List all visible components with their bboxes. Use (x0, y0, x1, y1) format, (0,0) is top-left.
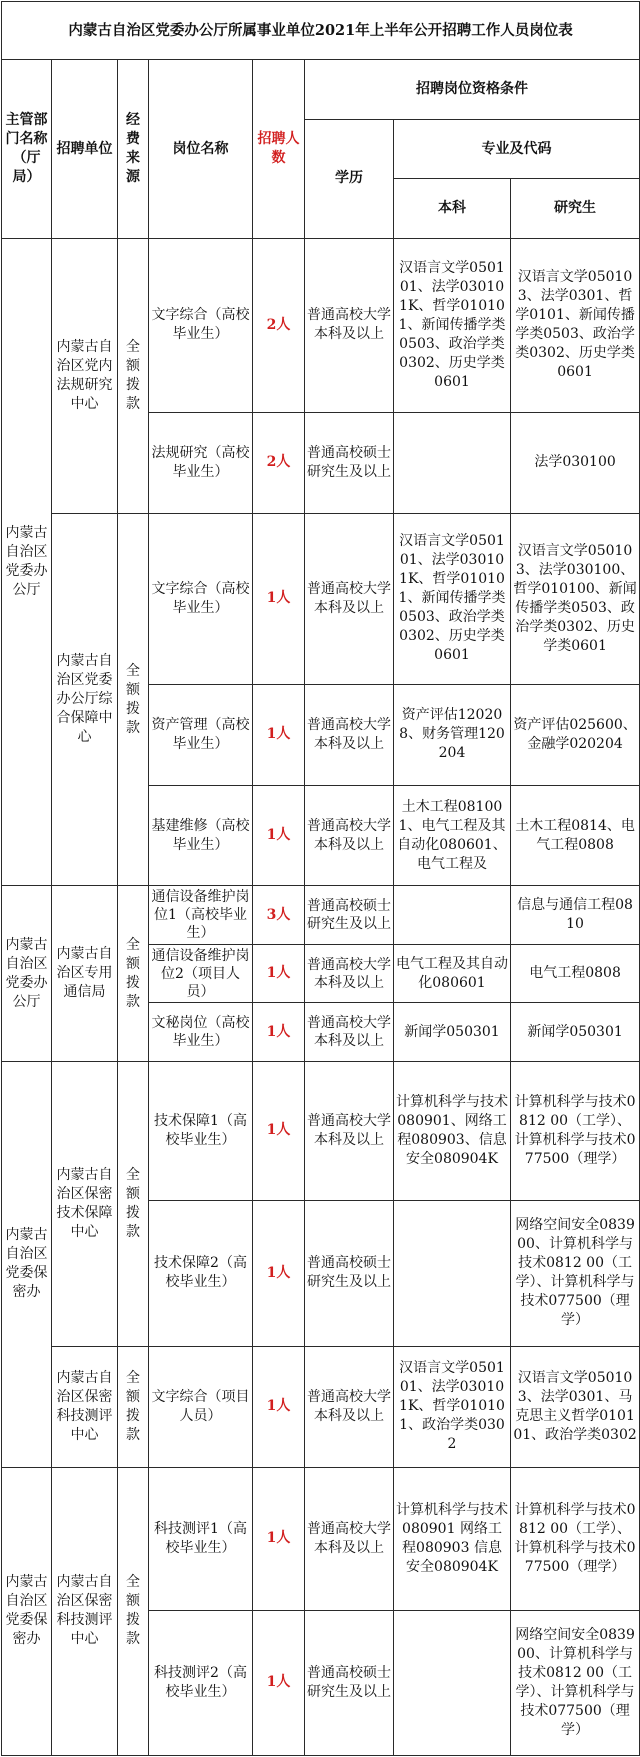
count-cell: 1人 (253, 785, 305, 886)
position-cell: 文字综合（高校毕业生） (149, 238, 253, 412)
fund-cell: 全额拨款 (118, 1346, 149, 1467)
count-cell: 1人 (253, 1061, 305, 1200)
position-cell: 资产管理（高校毕业生） (149, 685, 253, 786)
header-position: 岗位名称 (149, 60, 253, 238)
graduate-cell: 网络空间安全083900、计算机科学与技术0812 00（工学）、计算机科学与技术077500（理学） (511, 1610, 640, 1755)
header-bachelor: 本科 (394, 179, 511, 238)
graduate-cell: 汉语言文学050103、法学0301、哲学0101、新闻传播学类0503、政治学类0302、历史学类0601 (511, 238, 640, 412)
bachelor-cell: 汉语言文学050101、法学030101K、哲学010101、政治学类0302 (394, 1346, 511, 1467)
graduate-cell: 网络空间安全083900、计算机科学与技术0812 00（工学）、计算机科学与技术077500（理学） (511, 1200, 640, 1346)
unit-cell: 内蒙古自治区党委办公厅综合保障中心 (52, 513, 118, 886)
count-cell: 1人 (253, 1003, 305, 1061)
education-cell: 普通高校硕士研究生及以上 (305, 1610, 394, 1755)
job-position-table (1, 1, 640, 1756)
count-cell: 1人 (253, 513, 305, 684)
position-cell: 基建维修（高校毕业生） (149, 785, 253, 886)
dept-cell: 内蒙古自治区党委保密办 (2, 1061, 52, 1467)
count-cell: 1人 (253, 944, 305, 1002)
table-title: 内蒙古自治区党委办公厅所属事业单位2021年上半年公开招聘工作人员岗位表 (2, 2, 640, 60)
graduate-cell: 信息与通信工程0810 (511, 886, 640, 944)
bachelor-cell (394, 1610, 511, 1755)
table-row (2, 1467, 640, 1610)
table-row (2, 238, 640, 412)
header-dept: 主管部门名称（厅局） (2, 60, 52, 238)
bachelor-cell (394, 886, 511, 944)
position-cell: 科技测评1（高校毕业生） (149, 1467, 253, 1610)
education-cell: 普通高校大学本科及以上 (305, 513, 394, 684)
count-cell: 1人 (253, 1346, 305, 1467)
education-cell: 普通高校硕士 研究生及以上 (305, 1200, 394, 1346)
dept-cell: 内蒙古自治区党委办公厅 (2, 238, 52, 886)
dept-cell: 内蒙古自治区党委办公厅 (2, 886, 52, 1061)
position-cell: 文字综合（项目人员） (149, 1346, 253, 1467)
count-cell: 1人 (253, 1467, 305, 1610)
graduate-cell: 法学030100 (511, 413, 640, 514)
bachelor-cell (394, 413, 511, 514)
graduate-cell: 资产评估025600、金融学020204 (511, 685, 640, 786)
table-row (2, 886, 640, 944)
header-count: 招聘人数 (253, 60, 305, 238)
table-row (2, 513, 640, 684)
position-cell: 通信设备维护岗位1（高校毕业生） (149, 886, 253, 944)
position-cell: 法规研究（高校毕业生） (149, 413, 253, 514)
position-cell: 文秘岗位（高校毕业生） (149, 1003, 253, 1061)
bachelor-cell: 土木工程081001、电气工程及其自动化080601、电气工程及 (394, 785, 511, 886)
bachelor-cell: 汉语言文学050101、法学030101K、哲学010101、新闻传播学类0503、政治学类0302、历史学类0601 (394, 513, 511, 684)
header-qualification: 招聘岗位资格条件 (305, 60, 640, 119)
position-cell: 技术保障1（高校毕业生） (149, 1061, 253, 1200)
education-cell: 普通高校大学本科及以上 (305, 944, 394, 1002)
header-unit: 招聘单位 (52, 60, 118, 238)
bachelor-cell: 资产评估120208、财务管理120204 (394, 685, 511, 786)
unit-cell: 内蒙古自治区保密技术保障中心 (52, 1061, 118, 1346)
fund-cell: 全额拨款 (118, 1467, 149, 1755)
fund-cell: 全额拨款 (118, 1061, 149, 1346)
education-cell: 普通高校硕士研究生及以上 (305, 886, 394, 944)
graduate-cell: 土木工程0814、电气工程0808 (511, 785, 640, 886)
education-cell: 普通高校大学本科及以上 (305, 238, 394, 412)
education-cell: 普通高校大学本科及以上 (305, 1061, 394, 1200)
education-cell: 普通高校硕士研究生及以上 (305, 413, 394, 514)
count-cell: 1人 (253, 685, 305, 786)
unit-cell: 内蒙古自治区保密科技测评中心 (52, 1346, 118, 1467)
table-row (2, 1061, 640, 1200)
bachelor-cell: 电气工程及其自动化080601 (394, 944, 511, 1002)
header-fund: 经费来源 (118, 60, 149, 238)
position-cell: 通信设备维护岗位2（项目人员） (149, 944, 253, 1002)
header-major: 专业及代码 (394, 119, 640, 178)
graduate-cell: 电气工程0808 (511, 944, 640, 1002)
fund-cell: 全额拨款 (118, 238, 149, 513)
position-cell: 文字综合（高校毕业生） (149, 513, 253, 684)
count-cell: 2人 (253, 413, 305, 514)
position-cell: 技术保障2（高校毕业生） (149, 1200, 253, 1346)
graduate-cell: 汉语言文学050103、法学0301、马克思主义哲学010101、政治学类0302 (511, 1346, 640, 1467)
count-cell: 3人 (253, 886, 305, 944)
education-cell: 普通高校大学本科及以上 (305, 1467, 394, 1610)
dept-cell: 内蒙古自治区党委保密办 (2, 1467, 52, 1755)
education-cell: 普通高校大学本科及以上 (305, 1003, 394, 1061)
bachelor-cell: 计算机科学与技术080901 网络工程080903 信息安全080904K (394, 1467, 511, 1610)
count-cell: 1人 (253, 1200, 305, 1346)
count-cell: 2人 (253, 238, 305, 412)
fund-cell: 全额拨款 (118, 513, 149, 886)
header-graduate: 研究生 (511, 179, 640, 238)
education-cell: 普通高校大学本科及以上 (305, 785, 394, 886)
bachelor-cell: 汉语言文学050101、法学030101K、哲学010101、新闻传播学类0503、政治学类0302、历史学类0601 (394, 238, 511, 412)
bachelor-cell: 计算机科学与技术080901、网络工程080903、信息安全080904K (394, 1061, 511, 1200)
bachelor-cell (394, 1200, 511, 1346)
fund-cell: 全额拨款 (118, 886, 149, 1061)
unit-cell: 内蒙古自治区党内法规研究中心 (52, 238, 118, 513)
graduate-cell: 新闻学050301 (511, 1003, 640, 1061)
table-row (2, 1346, 640, 1467)
position-cell: 科技测评2（高校毕业生） (149, 1610, 253, 1755)
count-cell: 1人 (253, 1610, 305, 1755)
graduate-cell: 计算机科学与技术0812 00（工学）、计算机科学与技术077500（理学） (511, 1061, 640, 1200)
education-cell: 普通高校大学本科及以上 (305, 1346, 394, 1467)
graduate-cell: 汉语言文学050103、法学030100、哲学010100、新闻传播学类0503、政治学类0302、历史学类0601 (511, 513, 640, 684)
bachelor-cell: 新闻学050301 (394, 1003, 511, 1061)
unit-cell: 内蒙古自治区专用通信局 (52, 886, 118, 1061)
education-cell: 普通高校大学本科及以上 (305, 685, 394, 786)
header-education: 学历 (305, 119, 394, 238)
unit-cell: 内蒙古自治区保密科技测评中心 (52, 1467, 118, 1755)
graduate-cell: 计算机科学与技术0812 00（工学）、计算机科学与技术077500（理学） (511, 1467, 640, 1610)
